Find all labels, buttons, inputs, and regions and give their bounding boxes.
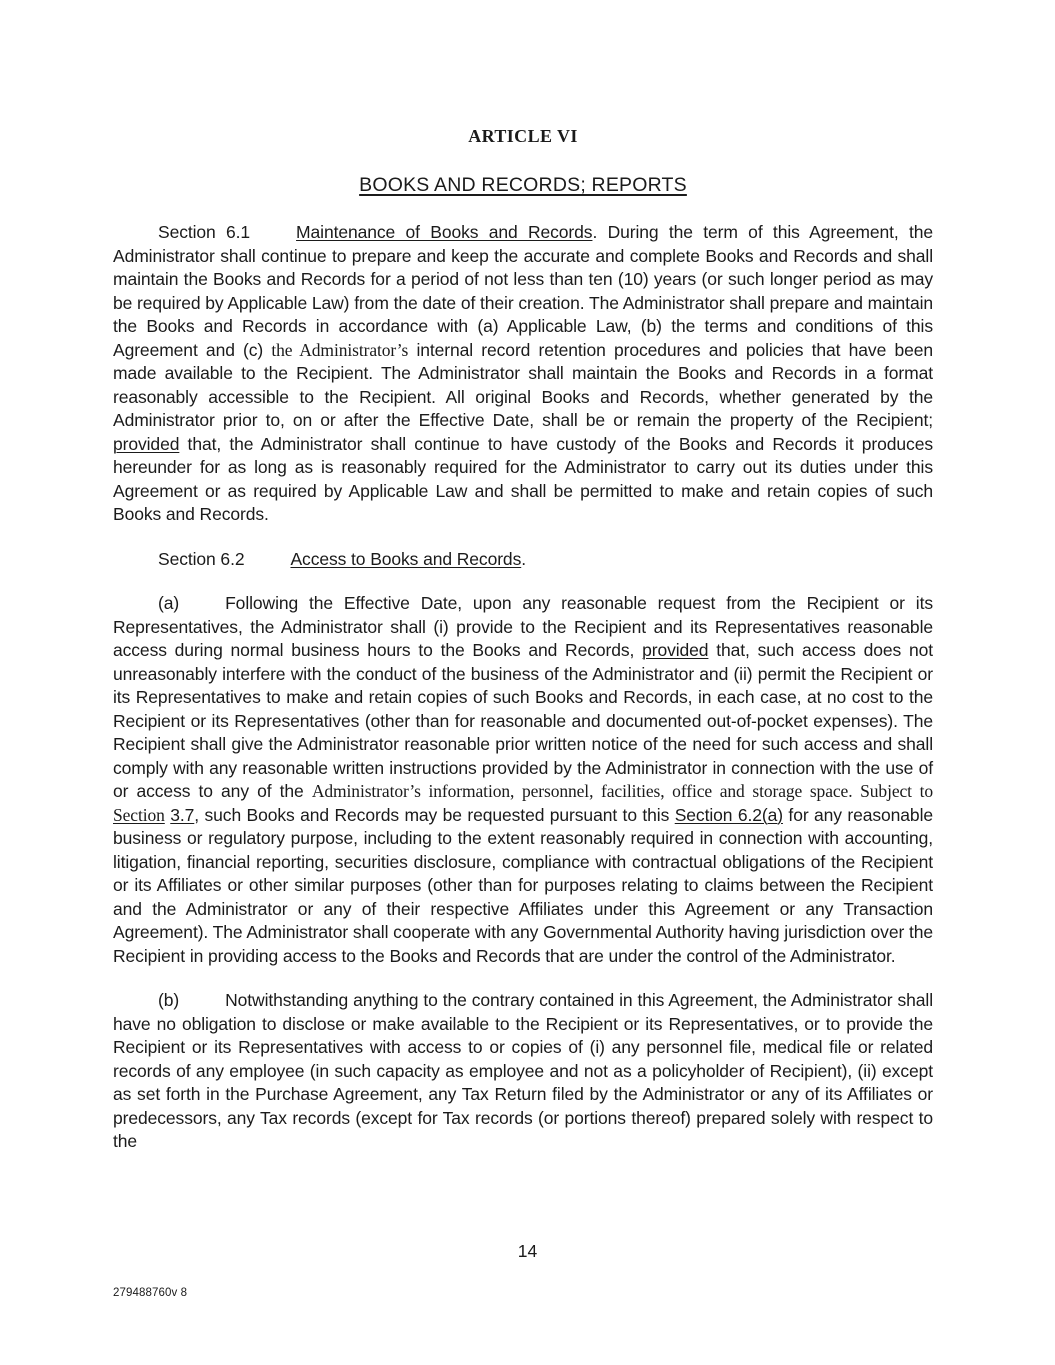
paragraph-b [113,989,933,1154]
text-run: . [521,548,526,569]
chapter-heading: BOOKS AND RECORDS; REPORTS [359,174,687,196]
text-run: . During the term of this Agreement, the Administrator shall continue to prepare and keep the accurate and complete Books and Records and shall maintain the Books and Records for a period of not less than ten (10) years (or such longer period as may be required by Applicable Law) from the date of their creation. The Administrator shall prepare and maintain the Books and Records in accordance with (a) Applicable Law, (b) the terms and conditions of this Agreement and (c) [113,222,933,360]
document-footer-id: 279488760v 8 [113,1287,188,1299]
paragraph-a [113,592,933,968]
text-run: provided [113,433,180,454]
article-heading: ARTICLE VI [468,126,578,146]
text-run: Following the Effective Date, upon any reasonable request from the Recipient or its Representatives, the Administrator shall (i) provide to the Recipient and its Representatives reasonable access during normal business hours to the Books and Records, [113,593,933,660]
text-run: provided [642,640,709,660]
text-run: 3.7 [170,804,195,825]
text-run: that, such access does not unreasonably interfere with the conduct of the business of the Administrator and (ii) permit the Recipient or its Representatives to make and retain copies of such Books and Records, in each case, at no cost to the Recipient or its Representatives (other than for reasonable and documented out-of-pocket expenses). The Recipient shall give the Administrator reasonable prior written notice of the need for such access and shall comply with any reasonable written instructions provided by the Administrator in connection with the use of or access to any of the [113,640,933,801]
text-run: (b) [158,990,180,1010]
text-run: Notwithstanding anything to the contrary contained in this Agreement, the Administrator shall have no obligation to disclose or make available to the Recipient or its Representatives, or to provide the Recipient or its Representatives with access to or copies of (i) any personnel file, medical file or related records of any employee (in such capacity as employee and not as a policyholder of Recipient), (ii) except as set forth in the Purchase Agreement, any Tax Return filed by the Administrator or any of its Affiliates or predecessors, any Tax records (except for Tax records (or portions thereof) prepared solely with respect to the [113,990,933,1151]
section-6-1-paragraph [113,221,933,527]
text-run: Section [113,804,165,825]
text-run: Section 6.2(a) [674,804,783,825]
text-run: Access to Books and Records [290,548,522,569]
text-run: (a) [158,593,180,613]
text-run: Administrator’s information, personnel, facilities, office and storage space. Subject to [311,781,933,801]
text-run: the Administrator’s [271,339,409,360]
page-number: 14 [517,1241,538,1261]
section-6-2-heading [113,548,933,572]
text-run: Maintenance of Books and Records [296,222,593,242]
text-run: Section 6.2 [158,548,245,569]
text-run: for any reasonable business or regulatory purpose, including to the extent reasonably required in connection with accounting, litigation, financial reporting, securities disclosure, compliance with contractual obligations of the Recipient or its Affiliates or other similar purposes (other than for purposes relating to claims between the Recipient and the Administrator or any of their respective Affiliates under this Agreement or any Transaction Agreement). The Administrator shall cooperate with any Governmental Authority having jurisdiction over the Recipient in providing access to the Books and Records that are under the control of the Administrator. [113,804,933,966]
text-run: Section 6.1 [158,222,251,242]
text-run: that, the Administrator shall continue to have custody of the Books and Records it produces hereunder for as long as is reasonably required for the Administrator to carry out its duties under this Agreement or as required by Applicable Law and shall be permitted to make and retain copies of such Books and Records. [113,433,933,524]
text-run: , such Books and Records may be requested pursuant to this [194,804,675,825]
text-run: internal record retention procedures and policies that have been made available to the Recipient. The Administrator shall maintain the Books and Records in a format reasonably accessible to the Recipient. All original Books and Records, whether generated by the Administrator prior to, on or after the Effective Date, shall be or remain the property of the Recipient; [113,339,933,430]
